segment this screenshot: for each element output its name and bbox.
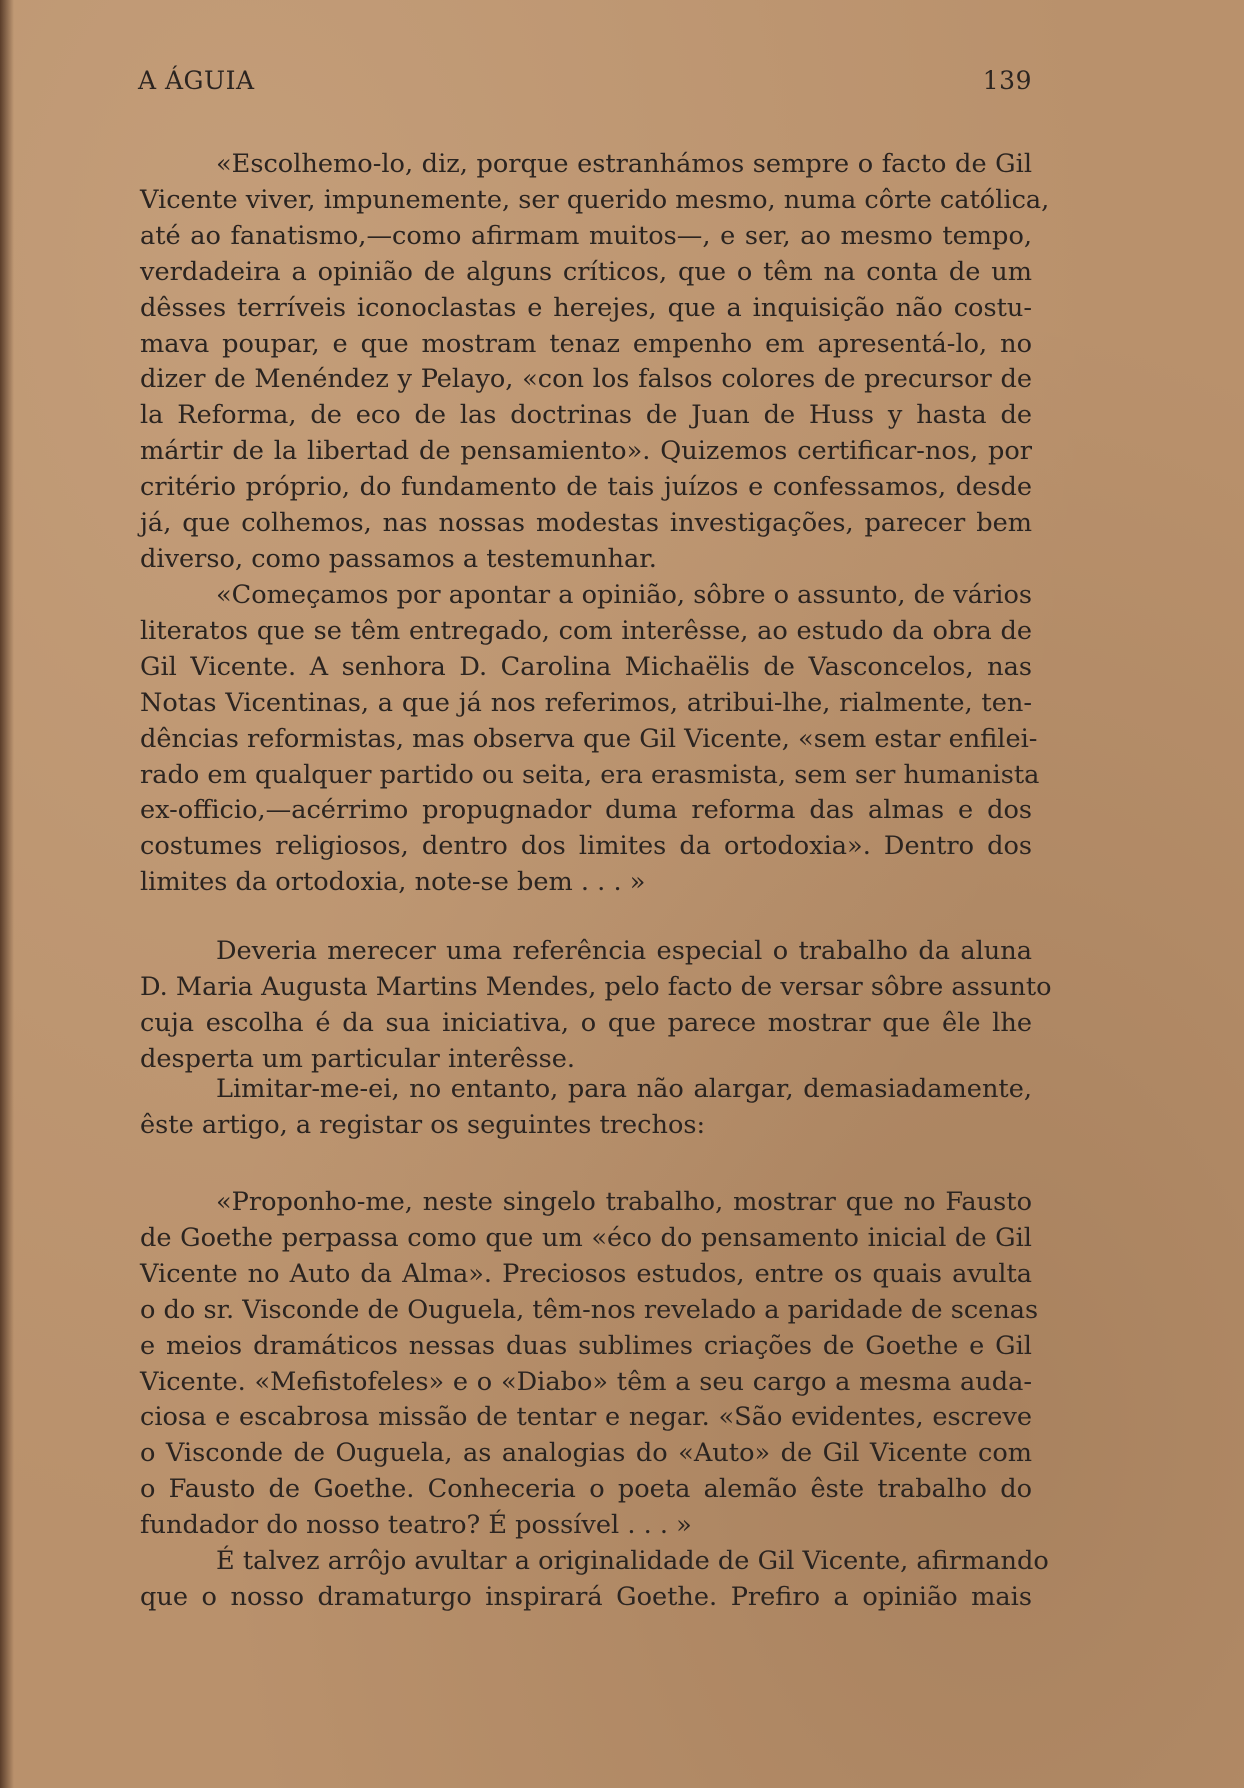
text-line: o Visconde de Ouguela, as analogias do «Auto» de Gil Vicente com <box>140 1438 1032 1469</box>
text-line: critério próprio, do fundamento de tais juízos e confessamos, desde <box>140 472 1032 503</box>
text-line: «Proponho-me, neste singelo trabalho, mostrar que no Fausto <box>216 1187 1032 1217</box>
page-edge-shadow <box>0 0 14 1788</box>
text-line: desperta um particular interêsse. <box>140 1043 576 1074</box>
text-line: até ao fanatismo,—como afirmam muitos—, e ser, ao mesmo tempo, <box>140 220 1032 251</box>
paragraph-2 <box>140 578 1040 901</box>
text-line: Vicente viver, impunemente, ser querido mesmo, numa côrte católica, <box>140 184 1050 215</box>
text-line: Vicente no Auto da Alma». Preciosos estudos, entre os quais avulta <box>140 1258 1032 1289</box>
text-line: mava poupar, e que mostram tenaz empenho em apresentá-lo, no <box>140 328 1032 359</box>
text-line: e meios dramáticos nessas duas sublimes criações de Goethe e Gil <box>140 1330 1032 1361</box>
text-line: verdadeira a opinião de alguns críticos, que o têm na conta de um <box>140 256 1032 287</box>
text-line: êste artigo, a registar os seguintes trechos: <box>140 1109 706 1140</box>
text-line: literatos que se têm entregado, com interêsse, ao estudo da obra de <box>140 615 1032 646</box>
text-line: dêsses terríveis iconoclastas e herejes, que a inquisição não costu- <box>140 292 1032 323</box>
text-line: «Escolhemo-lo, diz, porque estranhámos sempre o facto de Gil <box>216 149 1032 179</box>
text-line: diverso, como passamos a testemunhar. <box>140 543 657 574</box>
paragraph-6 <box>140 1544 1049 1616</box>
text-line: dizer de Menéndez y Pelayo, «con los falsos colores de precursor de <box>140 364 1032 395</box>
text-line: Deveria merecer uma referência especial o trabalho da aluna <box>216 936 1032 966</box>
text-line: ciosa e escabrosa missão de tentar e negar. «São evidentes, escreve <box>140 1402 1032 1433</box>
text-line: Vicente. «Mefistofeles» e o «Diabo» têm a seu cargo a mesma auda- <box>140 1366 1032 1397</box>
paragraph-5 <box>140 1185 1039 1544</box>
text-line: Notas Vicentinas, a que já nos referimos, atribui-lhe, rialmente, ten- <box>140 687 1032 718</box>
text-line: Gil Vicente. A senhora D. Carolina Michaëlis de Vasconcelos, nas <box>140 651 1032 682</box>
text-line: «Começamos por apontar a opinião, sôbre o assunto, de vários <box>216 580 1032 610</box>
text-line: já, que colhemos, nas nossas modestas investigações, parecer bem <box>140 508 1032 539</box>
text-line: fundador do nosso teatro? É possível . . . » <box>140 1510 692 1541</box>
text-line: o Fausto de Goethe. Conheceria o poeta alemão êste trabalho do <box>140 1474 1032 1505</box>
paragraph-1 <box>140 147 1050 578</box>
text-line: ex-officio,—acérrimo propugnador duma reforma das almas e dos <box>140 795 1032 826</box>
paragraph-3 <box>140 934 1052 1078</box>
text-line: costumes religiosos, dentro dos limites da ortodoxia». Dentro dos <box>140 831 1032 862</box>
running-header <box>138 66 1032 102</box>
text-line: mártir de la libertad de pensamiento». Quizemos certificar-nos, por <box>140 436 1032 467</box>
text-line: o do sr. Visconde de Ouguela, têm-nos revelado a paridade de scenas <box>140 1294 1039 1325</box>
text-line: de Goethe perpassa como que um «éco do pensamento inicial de Gil <box>140 1222 1032 1253</box>
text-line: D. Maria Augusta Martins Mendes, pelo facto de versar sôbre assunto <box>140 971 1052 1002</box>
paragraph-4 <box>140 1072 1032 1144</box>
text-line: rado em qualquer partido ou seita, era erasmista, sem ser humanista <box>140 759 1040 790</box>
text-line: limites da ortodoxia, note-se bem . . . » <box>140 867 646 898</box>
text-line: dências reformistas, mas observa que Gil Vicente, «sem estar enfilei- <box>140 723 1038 754</box>
page-number: 139 <box>982 66 1032 95</box>
journal-title: A ÁGUIA <box>138 66 255 95</box>
text-line: Limitar-me-ei, no entanto, para não alargar, demasiadamente, <box>216 1074 1032 1104</box>
text-line: É talvez arrôjo avultar a originalidade de Gil Vicente, afirmando <box>216 1546 1049 1576</box>
text-line: cuja escolha é da sua iniciativa, o que parece mostrar que êle lhe <box>140 1007 1032 1038</box>
text-line: la Reforma, de eco de las doctrinas de Juan de Huss y hasta de <box>140 400 1032 431</box>
text-line: que o nosso dramaturgo inspirará Goethe. Prefiro a opinião mais <box>140 1581 1032 1612</box>
